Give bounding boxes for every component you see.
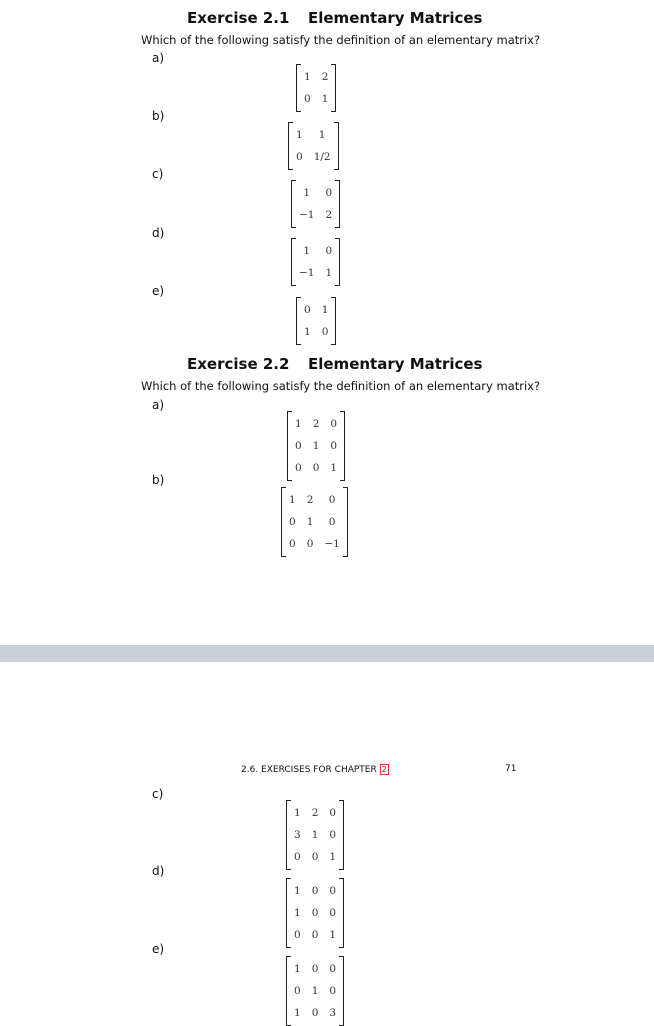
matrix-entry: 0 bbox=[329, 963, 337, 975]
matrix-entry: 0 bbox=[311, 851, 319, 863]
exercise-title: Elementary Matrices bbox=[308, 9, 483, 27]
right-bracket bbox=[339, 956, 344, 1026]
running-head-text: 2.6. EXERCISES FOR CHAPTER bbox=[241, 765, 377, 775]
matrix-entry: 0 bbox=[329, 985, 337, 997]
right-bracket bbox=[339, 800, 344, 870]
right-bracket bbox=[331, 297, 336, 345]
matrix-entry: 0 bbox=[306, 538, 314, 550]
running-head bbox=[241, 764, 389, 775]
matrix-entry: 0 bbox=[289, 538, 296, 550]
matrix-entry: 1 bbox=[294, 907, 301, 919]
matrix-entry: 1 bbox=[329, 851, 337, 863]
matrix-entry: 1 bbox=[321, 304, 329, 316]
matrix-entry: 1 bbox=[321, 93, 329, 105]
page-separator bbox=[0, 645, 654, 662]
matrix-entry: 2 bbox=[321, 71, 329, 83]
matrix-grid bbox=[291, 800, 339, 870]
matrix-entry: 0 bbox=[330, 418, 338, 430]
right-bracket bbox=[343, 487, 348, 557]
matrix-entry: 0 bbox=[304, 93, 311, 105]
matrix-entry: 0 bbox=[328, 516, 336, 528]
matrix-entry: 0 bbox=[295, 462, 302, 474]
matrix-entry: 0 bbox=[328, 494, 336, 506]
matrix-grid bbox=[301, 297, 331, 345]
matrix-entry: 0 bbox=[311, 1007, 319, 1019]
matrix-entry: 0 bbox=[296, 151, 303, 163]
part-label: e) bbox=[152, 942, 165, 956]
matrix-entry: 0 bbox=[289, 516, 296, 528]
matrix-entry: 0 bbox=[294, 929, 301, 941]
matrix bbox=[287, 411, 345, 481]
chapter-link[interactable]: 2 bbox=[381, 765, 387, 774]
matrix-entry: 1 bbox=[295, 418, 302, 430]
matrix-grid bbox=[291, 878, 339, 948]
matrix-entry: 1 bbox=[294, 963, 301, 975]
matrix-grid bbox=[293, 122, 334, 170]
matrix-entry: 0 bbox=[295, 440, 302, 452]
exercise-question: Which of the following satisfy the definition of an elementary matrix? bbox=[141, 379, 541, 393]
matrix bbox=[291, 238, 340, 286]
matrix-grid bbox=[296, 180, 335, 228]
matrix bbox=[291, 180, 340, 228]
part-label: b) bbox=[152, 473, 165, 487]
matrix-entry: 0 bbox=[330, 440, 338, 452]
matrix-entry: 2 bbox=[312, 418, 320, 430]
right-bracket bbox=[331, 64, 336, 112]
matrix-entry: −1 bbox=[299, 267, 315, 279]
matrix-entry: 0 bbox=[294, 851, 301, 863]
matrix-entry: 1 bbox=[306, 516, 314, 528]
part-label: d) bbox=[152, 226, 165, 240]
matrix-entry: 2 bbox=[306, 494, 314, 506]
matrix-entry: 0 bbox=[325, 245, 333, 257]
matrix-entry: 0 bbox=[311, 929, 319, 941]
exercise-question: Which of the following satisfy the definition of an elementary matrix? bbox=[141, 33, 541, 47]
matrix-entry: 0 bbox=[329, 829, 337, 841]
matrix-entry: 1 bbox=[294, 1007, 301, 1019]
right-bracket bbox=[339, 878, 344, 948]
exercise-title: Elementary Matrices bbox=[308, 355, 483, 373]
matrix bbox=[296, 297, 336, 345]
matrix-entry: 3 bbox=[329, 1007, 337, 1019]
right-bracket bbox=[340, 411, 345, 481]
matrix-entry: 0 bbox=[311, 963, 319, 975]
matrix-entry: 2 bbox=[325, 209, 333, 221]
matrix-entry: 1 bbox=[289, 494, 296, 506]
matrix-entry: 1 bbox=[294, 807, 301, 819]
page-bottom bbox=[0, 662, 654, 1024]
matrix-entry: 0 bbox=[311, 885, 319, 897]
matrix-entry: 0 bbox=[312, 462, 320, 474]
exercise-number: Exercise 2.1 bbox=[187, 9, 290, 27]
matrix-grid bbox=[291, 956, 339, 1026]
matrix-grid bbox=[286, 487, 343, 557]
matrix-grid bbox=[296, 238, 335, 286]
matrix-entry: 1 bbox=[304, 326, 311, 338]
matrix-entry: 0 bbox=[329, 885, 337, 897]
part-label: c) bbox=[152, 787, 164, 801]
matrix-entry: 0 bbox=[294, 985, 301, 997]
matrix-entry: 1 bbox=[311, 829, 319, 841]
matrix-entry: 1 bbox=[312, 440, 320, 452]
matrix-entry: 0 bbox=[329, 807, 337, 819]
matrix-entry: 1 bbox=[330, 462, 338, 474]
matrix bbox=[281, 487, 348, 557]
matrix-entry: 3 bbox=[294, 829, 301, 841]
page-number: 71 bbox=[505, 764, 517, 774]
right-bracket bbox=[335, 180, 340, 228]
matrix-entry: 0 bbox=[311, 907, 319, 919]
exercise-number: Exercise 2.2 bbox=[187, 355, 290, 373]
right-bracket bbox=[335, 238, 340, 286]
matrix-entry: 1 bbox=[303, 245, 311, 257]
matrix-entry: 1/2 bbox=[313, 151, 331, 163]
matrix-entry: 1 bbox=[329, 929, 337, 941]
matrix-entry: 1 bbox=[303, 187, 311, 199]
part-label: a) bbox=[152, 51, 165, 65]
right-bracket bbox=[334, 122, 339, 170]
matrix-entry: 0 bbox=[304, 304, 311, 316]
matrix-entry: 0 bbox=[329, 907, 337, 919]
matrix-entry: 0 bbox=[325, 187, 333, 199]
matrix bbox=[286, 800, 344, 870]
matrix-entry: 1 bbox=[325, 267, 333, 279]
matrix-entry: 0 bbox=[321, 326, 329, 338]
matrix-grid bbox=[301, 64, 331, 112]
matrix-entry: 2 bbox=[311, 807, 319, 819]
matrix-entry: 1 bbox=[294, 885, 301, 897]
part-label: c) bbox=[152, 167, 164, 181]
matrix-entry: 1 bbox=[304, 71, 311, 83]
matrix-entry: 1 bbox=[296, 129, 303, 141]
matrix-grid bbox=[292, 411, 340, 481]
exercise-heading bbox=[187, 9, 483, 27]
part-label: e) bbox=[152, 284, 165, 298]
matrix bbox=[296, 64, 336, 112]
matrix-entry: −1 bbox=[299, 209, 315, 221]
matrix bbox=[288, 122, 339, 170]
exercise-heading bbox=[187, 355, 483, 373]
matrix bbox=[286, 956, 344, 1026]
matrix-entry: −1 bbox=[324, 538, 340, 550]
part-label: d) bbox=[152, 864, 165, 878]
matrix bbox=[286, 878, 344, 948]
part-label: b) bbox=[152, 109, 165, 123]
part-label: a) bbox=[152, 398, 165, 412]
matrix-entry: 1 bbox=[311, 985, 319, 997]
matrix-entry: 1 bbox=[318, 129, 326, 141]
